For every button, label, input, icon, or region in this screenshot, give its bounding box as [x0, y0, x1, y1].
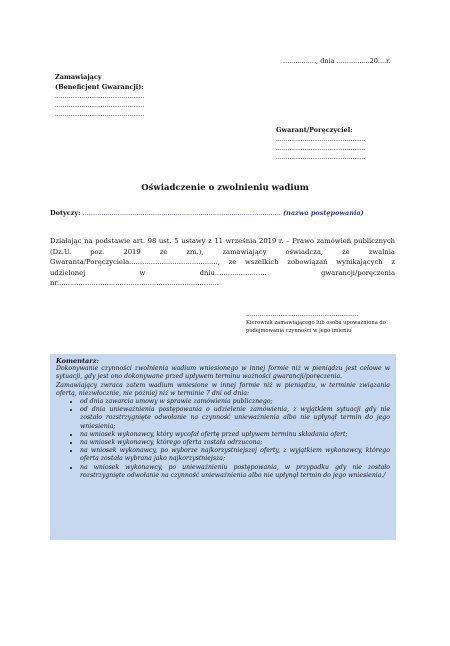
signature-dots: ........................................................... — [246, 311, 359, 318]
guarantor-block — [276, 125, 366, 162]
regarding-line — [50, 209, 364, 217]
guarantor-dots-1: ............................................... — [276, 136, 366, 143]
regarding-note: (nazwa postępowania) — [283, 209, 364, 217]
buyer-dots-1: ............................................... — [55, 93, 145, 100]
buyer-block — [55, 72, 145, 119]
comment-heading: Komentarz: — [56, 357, 99, 365]
comment-paragraph-1: Dokonywanie czynności zwolnienia wadium wniesionego w innej formie niż w pieniądzu jest celowe w sytuacji, gdy jest ono dokonywane przed upływem terminu ważności gwarancji/poręczenia. — [56, 365, 390, 381]
comment-paragraph-2: Zamawiający zwraca zatem wadium wniesione w innej formie niż w pieniądzu, w terminie związania ofertą, niezwłocznie, nie później niż w terminie 7 dni od dnia: — [56, 381, 390, 397]
list-item: • na wniosek wykonawcy, po wyborze najkorzystniejszej oferty, z wyjątkiem wykonawcy, którego oferta została wybrana jako najkorzystniejsza; — [80, 447, 390, 463]
guarantor-label: Gwarant/Poręczyciel: — [276, 126, 353, 134]
guarantor-dots-3: ............................................... — [276, 154, 366, 161]
date-line: ................, dnia ................20....r. — [283, 57, 391, 65]
buyer-dots-2: ............................................... — [55, 102, 145, 109]
buyer-label-sub: (Beneficjent Gwarancji): — [55, 83, 144, 91]
guarantor-dots-2: ............................................... — [276, 145, 366, 152]
statement-body: Działając na podstawie art. 98 ust. 5 ustawy z 11 września 2019 r. – Prawo zamówień publicznych (Dz.U. poz. 2019 ze zm.), zamawiający oświadcza, że zwalnia Gwaranta/Poręczyciela........................................., ze wszelkich zobowiązań wynikających z udzielonej w dniu........................ gwarancji/poręczenia nr........................................................................... — [50, 237, 395, 287]
comment-list — [56, 398, 390, 480]
buyer-label: Zamawiający — [55, 73, 102, 81]
document-title: Oświadczenie o zwolnieniu wadium — [141, 183, 309, 193]
buyer-dots-3: ............................................... — [55, 111, 145, 118]
signature-block — [246, 311, 406, 335]
regarding-label: Dotyczy: — [50, 209, 81, 217]
list-item: • na wniosek wykonawcy, po unieważnieniu postępowania, w przypadku gdy nie zostało rozstrzygnięte odwołanie na czynność unieważnienia albo nie upłynął termin do jego wniesienia./ — [80, 464, 390, 480]
list-item: • na wniosek wykonawcy, który wycofał ofertę przed upływem terminu składania ofert; — [80, 431, 390, 439]
regarding-dots: ................................................................................................ — [80, 209, 281, 217]
comment-box — [50, 354, 396, 540]
list-item: • od dnia unieważnienia postępowania o udzielenie zamówienia, z wyjątkiem sytuacji gdy nie zostało rozstrzygnięte odwołanie na czynność unieważnienia albo nie upłynął termin do jego wniesienia; — [80, 406, 390, 431]
signature-caption: Kierownik zamawiającego lub osoba upoważniona do podejmowania czynności w jego imieniu — [246, 320, 386, 334]
list-item: • od dnia zawarcia umowy w sprawie zamówienia publicznego; — [80, 398, 390, 406]
list-item: • na wniosek wykonawcy, którego oferta została odrzucona; — [80, 439, 390, 447]
